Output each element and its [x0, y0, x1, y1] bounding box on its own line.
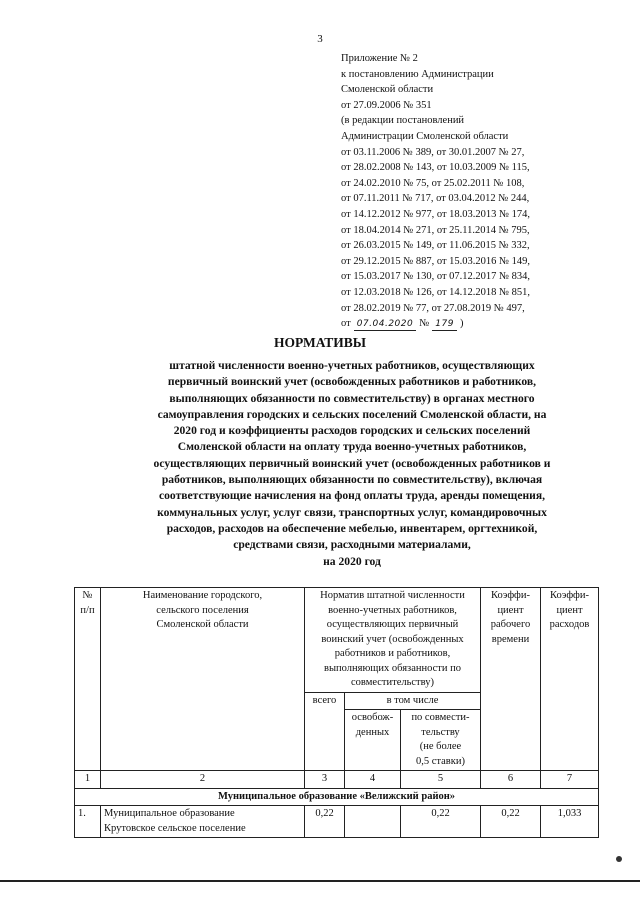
column-number: 1 — [75, 771, 101, 789]
header-coef-expenses: Коэффи- циент расходов — [541, 588, 599, 771]
header-combined: по совмести- тельству (не более 0,5 ставки) — [401, 710, 481, 771]
column-number: 6 — [481, 771, 541, 789]
subtitle-line: Смоленской области на оплату труда военно-учетных работников, — [177, 440, 527, 454]
appendix-line: от 18.04.2014 № 271, от 25.11.2014 № 795, — [341, 224, 530, 236]
section-title: Муниципальное образование «Велижский район» — [75, 788, 599, 806]
appendix-line: от 28.02.2019 № 77, от 27.08.2019 № 497, — [341, 302, 525, 314]
subtitle-line: расходов, расходов на обеспечение мебелью, инвентарем, оргтехникой, — [166, 521, 538, 535]
subtitle-line: на 2020 год — [323, 554, 381, 568]
subtitle-line: осуществляющих первичный воинский учет (освобожденных работников и — [153, 456, 551, 470]
subtitle-line: первичный воинский учет (освобожденных работников и работников, — [167, 375, 537, 389]
handwritten-number: 179 — [432, 319, 457, 331]
row-name: Муниципальное образование Крутовское сельское поселение — [101, 806, 305, 838]
norms-table — [74, 587, 599, 838]
appendix-line: Администрации Смоленской области — [341, 130, 509, 142]
column-number: 3 — [305, 771, 345, 789]
column-number: 2 — [101, 771, 305, 789]
row-coef-time: 0,22 — [481, 806, 541, 838]
appendix-line: Смоленской области — [341, 84, 434, 96]
page-bottom-rule — [0, 880, 640, 882]
appendix-line: от 27.09.2006 № 351 — [341, 99, 432, 111]
subtitle-line: коммунальных услуг, услуг связи, транспортных услуг, командировочных — [157, 505, 547, 519]
handwritten-date: 07.04.2020 — [354, 319, 417, 331]
appendix-line: от 12.03.2018 № 126, от 14.12.2018 № 851, — [341, 286, 531, 298]
amendment-suffix: ) — [459, 318, 464, 330]
header-coef-time: Коэффи- циент рабочего времени — [481, 588, 541, 771]
subtitle-line: штатной численности военно-учетных работников, осуществляющих — [169, 359, 535, 372]
appendix-line: к постановлению Администрации — [341, 68, 494, 80]
handwritten-amendment — [341, 316, 616, 332]
appendix-line: Приложение № 2 — [341, 53, 418, 64]
appendix-line: от 24.02.2010 № 75, от 25.02.2011 № 108, — [341, 177, 525, 189]
scan-mark — [616, 856, 622, 862]
row-released — [345, 806, 401, 838]
appendix-line: от 03.11.2006 № 389, от 30.01.2007 № 27, — [341, 146, 525, 158]
subtitle-line: соответствующие начисления на фонд оплаты труда, аренды помещения, — [158, 489, 546, 503]
appendix-line: от 14.12.2012 № 977, от 18.03.2013 № 174, — [341, 208, 531, 220]
document-subtitle — [84, 358, 620, 570]
appendix-line: (в редакции постановлений — [341, 115, 465, 127]
column-number: 5 — [401, 771, 481, 789]
subtitle-line: 2020 год и коэффициенты расходов городских и сельских поселений — [173, 424, 531, 438]
header-released: освобож- денных — [345, 710, 401, 771]
column-numbers-row — [75, 771, 599, 789]
column-number: 4 — [345, 771, 401, 789]
subtitle-line: работников, выполняющих обязанности по совместительству), включая — [161, 473, 543, 487]
header-including: в том числе — [345, 692, 481, 710]
header-name: Наименование городского, сельского поселения Смоленской области — [101, 588, 305, 771]
amendment-prefix: от — [341, 318, 351, 330]
row-combined: 0,22 — [401, 806, 481, 838]
amendment-number-sign: № — [419, 318, 430, 330]
row-total: 0,22 — [305, 806, 345, 838]
section-row — [75, 788, 599, 806]
appendix-line: от 28.02.2008 № 143, от 10.03.2009 № 115, — [341, 162, 530, 174]
appendix-line: от 29.12.2015 № 887, от 15.03.2016 № 149, — [341, 255, 531, 267]
subtitle-line: средствами связи, расходными материалами, — [233, 538, 471, 552]
row-coef-expenses: 1,033 — [541, 806, 599, 838]
appendix-line: от 15.03.2017 № 130, от 07.12.2017 № 834, — [341, 271, 531, 283]
table-header-row — [75, 588, 599, 693]
header-num: № п/п — [75, 588, 101, 771]
document-title: НОРМАТИВЫ — [273, 335, 367, 350]
appendix-line: от 07.11.2011 № 717, от 03.04.2012 № 244, — [341, 193, 530, 205]
appendix-header — [341, 51, 616, 332]
header-total: всего — [305, 692, 345, 771]
appendix-line: от 26.03.2015 № 149, от 11.06.2015 № 332, — [341, 240, 530, 252]
table-row — [75, 806, 599, 838]
column-number: 7 — [541, 771, 599, 789]
subtitle-line: самоуправления городских и сельских поселений Смоленской области, на — [157, 407, 547, 421]
page-number: 3 — [317, 33, 323, 45]
subtitle-line: выполняющих обязанности по совместительству) в органах местного — [169, 391, 535, 405]
header-norm: Норматив штатной численности военно-учетных работников, осуществляющих первичный воинский учет (освобожденных работников и работников, выполняющих обязанности по совместительству) — [305, 588, 481, 693]
row-num: 1. — [75, 806, 101, 838]
